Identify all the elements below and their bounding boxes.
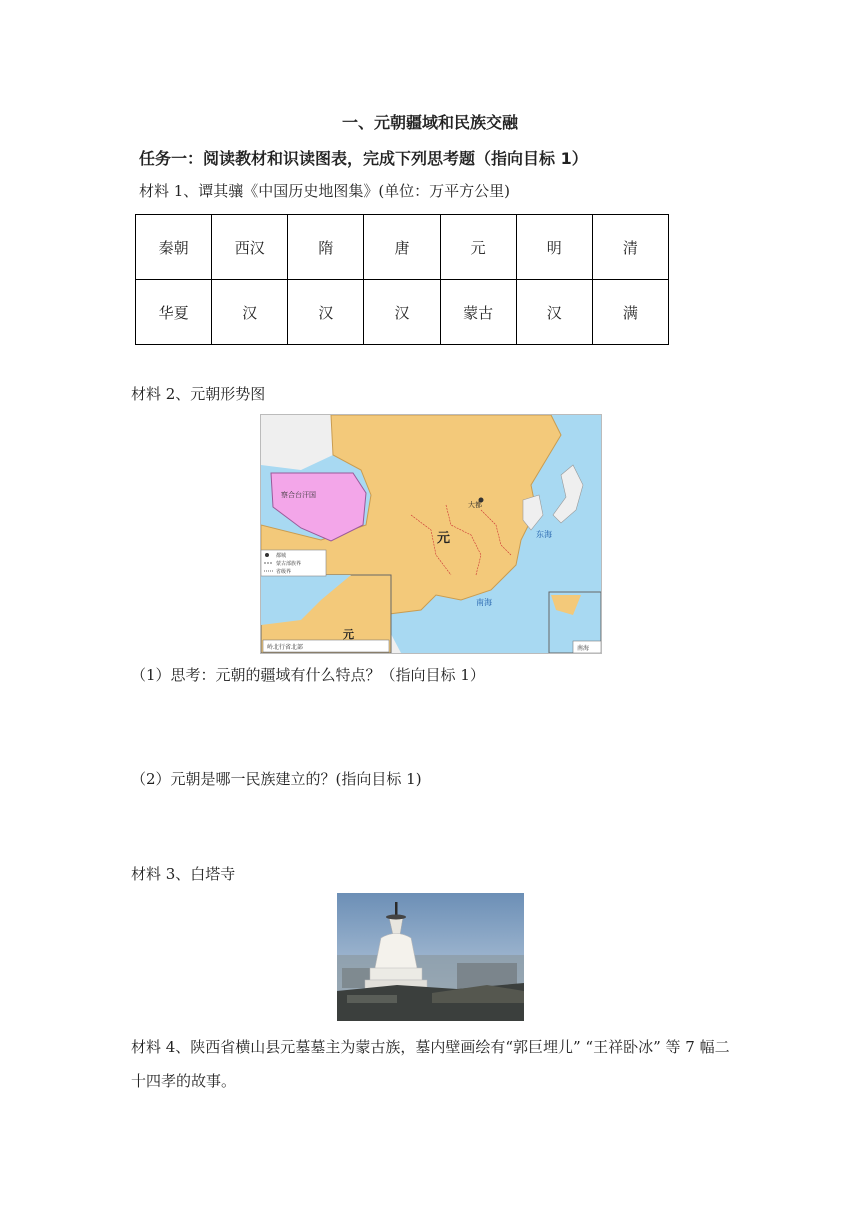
table-cell: 满 — [592, 280, 668, 345]
table-cell: 唐 — [364, 215, 440, 280]
legend-item: 都城 — [276, 553, 287, 559]
label-nanhai-inset: 南海 — [577, 645, 590, 652]
legend-item: 蒙古部族界 — [276, 561, 302, 567]
label-dadu: 大都 — [468, 501, 482, 509]
section-title: 一、元朝疆域和民族交融 — [341, 113, 518, 132]
label-south-sea: 南海 — [476, 598, 492, 607]
table-cell: 明 — [516, 215, 592, 280]
material-2-caption: 材料 2、元朝形势图 — [131, 385, 266, 403]
table-cell: 秦朝 — [136, 215, 212, 280]
task-heading: 任务一：阅读教材和识读图表，完成下列思考题（指向目标 1） — [139, 149, 588, 168]
dynasty-table — [135, 214, 669, 345]
table-cell: 元 — [440, 215, 516, 280]
yuan-territory-map — [260, 414, 602, 654]
table-cell: 清 — [592, 215, 668, 280]
white-pagoda-photo — [337, 893, 524, 1021]
material-3-caption: 材料 3、白塔寺 — [131, 865, 236, 883]
label-chagatai: 察合台汗国 — [281, 491, 316, 499]
label-lingbei: 岭北行省北部 — [267, 644, 304, 651]
table-cell: 汉 — [516, 280, 592, 345]
legend-item: 省级界 — [276, 569, 292, 575]
table-cell: 汉 — [364, 280, 440, 345]
table-cell: 蒙古 — [440, 280, 516, 345]
label-yuan: 元 — [437, 531, 451, 546]
question-2: （2）元朝是哪一民族建立的？(指向目标 1) — [131, 770, 422, 788]
table-row — [136, 215, 669, 280]
table-cell: 汉 — [212, 280, 288, 345]
table-row — [136, 280, 669, 345]
question-1: （1）思考：元朝的疆域有什么特点？（指向目标 1） — [131, 666, 485, 684]
table-cell: 汉 — [288, 280, 364, 345]
label-east-sea: 东海 — [536, 530, 552, 539]
material-1-caption: 材料 1、谭其骧《中国历史地图集》(单位：万平方公里) — [139, 182, 511, 200]
table-cell: 隋 — [288, 215, 364, 280]
label-yuan-inset: 元 — [343, 628, 354, 641]
table-cell: 华夏 — [136, 280, 212, 345]
material-4-text: 材料 4、陕西省横山县元墓墓主为蒙古族，墓内壁画绘有“郭巨埋儿” “王祥卧冰” 等 7 幅二十四孝的故事。 — [131, 1038, 730, 1090]
table-cell: 西汉 — [212, 215, 288, 280]
pagoda-body — [375, 934, 417, 971]
